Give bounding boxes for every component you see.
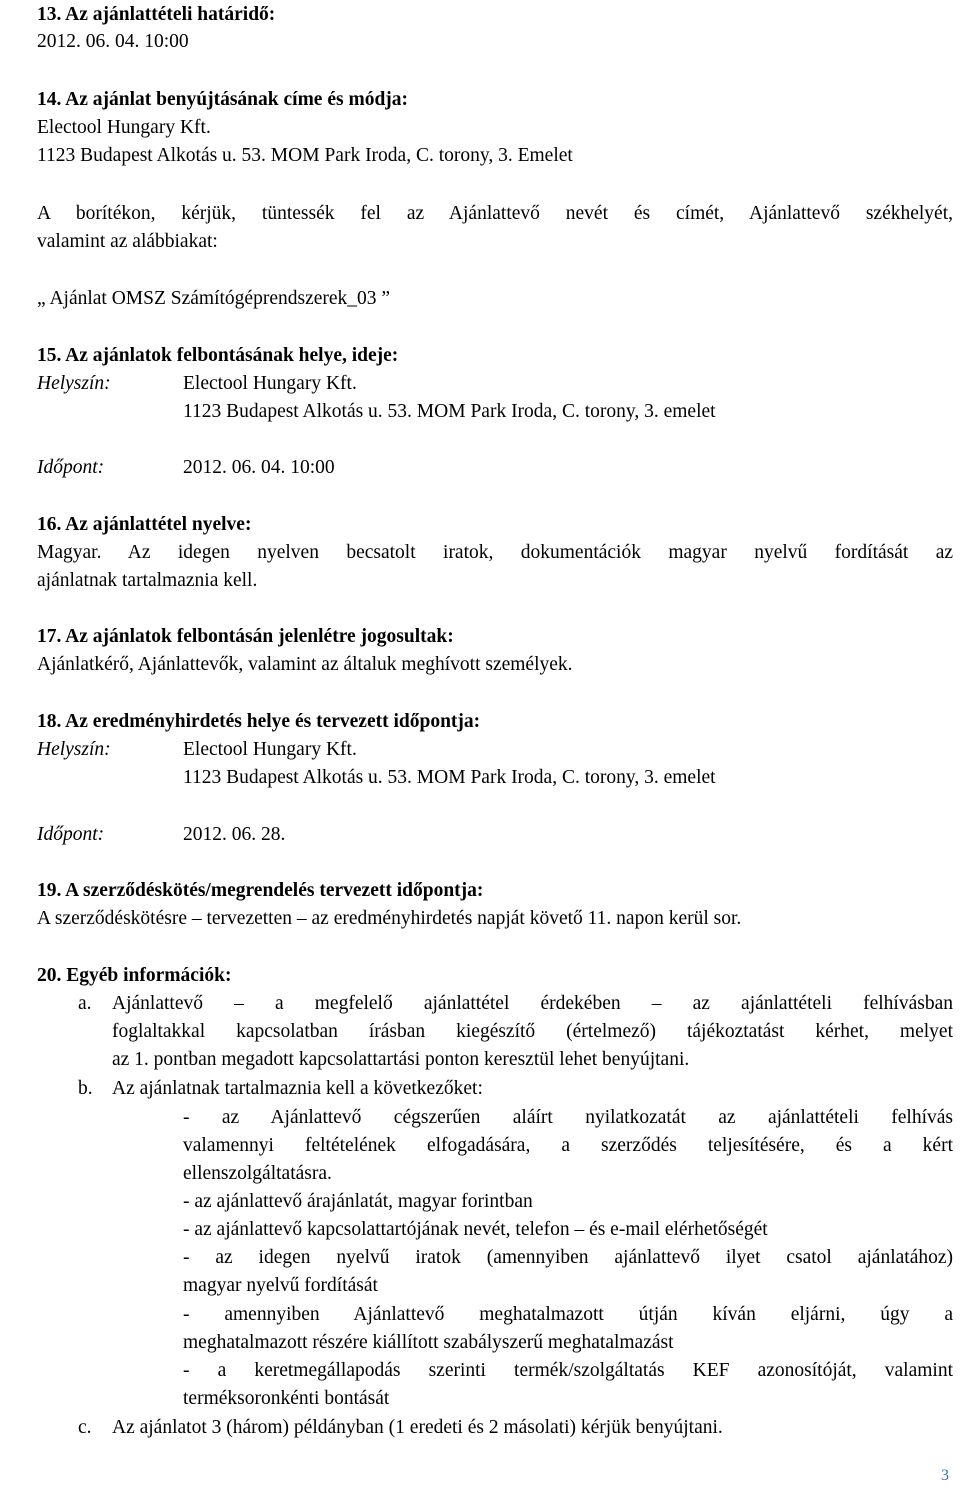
section-14-address: 1123 Budapest Alkotás u. 53. MOM Park Iroda, C. torony, 3. Emelet	[37, 145, 573, 166]
section-14-company: Electool Hungary Kft.	[37, 117, 211, 138]
section-20-heading: 20. Egyéb információk:	[37, 965, 232, 986]
item-b1-text: - az Ajánlattevő cégszerűen aláírt nyilatkozatát az ajánlattételi felhívás	[183, 1107, 953, 1128]
section-14-heading: 14. Az ajánlat benyújtásának címe és módja:	[37, 89, 409, 110]
section-18-time-label: Időpont:	[37, 824, 105, 845]
section-15-address: 1123 Budapest Alkotás u. 53. MOM Park Iroda, C. torony, 3. emelet	[183, 401, 716, 422]
section-17-text: Ajánlatkérő, Ajánlattevők, valamint az általuk meghívott személyek.	[37, 654, 573, 675]
section-13-deadline: 2012. 06. 04. 10:00	[37, 31, 189, 52]
section-14-envelope-text-2: valamint az alábbiakat:	[37, 231, 218, 252]
item-b6-text-2: terméksoronkénti bontását	[183, 1388, 390, 1409]
section-18-address: 1123 Budapest Alkotás u. 53. MOM Park Iroda, C. torony, 3. emelet	[183, 767, 716, 788]
section-15-place-label: Helyszín:	[37, 373, 111, 394]
item-a-text-3: az 1. pontban megadott kapcsolattartási ponton keresztül lehet benyújtani.	[112, 1049, 690, 1070]
section-18-heading: 18. Az eredményhirdetés helye és tervezett időpontja:	[37, 711, 481, 732]
section-15-time: 2012. 06. 04. 10:00	[183, 457, 335, 478]
section-18-company: Electool Hungary Kft.	[183, 739, 357, 760]
item-a-text: Ajánlattevő – a megfelelő ajánlattétel érdekében – az ajánlattételi felhívásban	[112, 993, 953, 1014]
section-13-heading: 13. Az ajánlattételi határidő:	[37, 4, 276, 25]
item-b6-text: - a keretmegállapodás szerinti termék/szolgáltatás KEF azonosítóját, valamint	[183, 1360, 953, 1381]
item-b-marker: b.	[78, 1078, 93, 1099]
item-b4-text: - az idegen nyelvű iratok (amennyiben ajánlattevő ilyet csatol ajánlatához)	[183, 1247, 953, 1268]
item-b5-text-2: meghatalmazott részére kiállított szabályszerű meghatalmazást	[183, 1332, 674, 1353]
section-16-text-2: ajánlatnak tartalmaznia kell.	[37, 570, 258, 591]
item-a-text-2: foglaltakkal kapcsolatban írásban kiegészítő (értelmező) tájékoztatást kérhet, melyet	[112, 1021, 953, 1042]
section-15-heading: 15. Az ajánlatok felbontásának helye, ideje:	[37, 345, 399, 366]
section-16-heading: 16. Az ajánlattétel nyelve:	[37, 514, 252, 535]
section-14-envelope-label: „ Ajánlat OMSZ Számítógéprendszerek_03 ”	[37, 288, 391, 309]
item-c-marker: c.	[78, 1417, 92, 1438]
page-number: 3	[941, 1467, 949, 1484]
section-18-time: 2012. 06. 28.	[183, 824, 286, 845]
item-b1-text-3: ellenszolgáltatásra.	[183, 1163, 332, 1184]
section-18-place-label: Helyszín:	[37, 739, 111, 760]
item-b3-text: - az ajánlattevő kapcsolattartójának nevét, telefon – és e-mail elérhetőségét	[183, 1219, 768, 1240]
item-b4-text-2: magyar nyelvű fordítását	[183, 1275, 378, 1296]
section-14-envelope-text: A borítékon, kérjük, tüntessék fel az Ajánlattevő nevét és címét, Ajánlattevő székhelyét,	[37, 203, 953, 224]
item-b1-text-2: valamennyi feltételének elfogadására, a szerződés teljesítésére, és a kért	[183, 1135, 953, 1156]
item-b5-text: - amennyiben Ajánlattevő meghatalmazott útján kíván eljárni, úgy a	[183, 1304, 953, 1325]
item-b2-text: - az ajánlattevő árajánlatát, magyar forintban	[183, 1191, 533, 1212]
section-19-text: A szerződéskötésre – tervezetten – az eredményhirdetés napját követő 11. napon kerül sor.	[37, 908, 742, 929]
section-19-heading: 19. A szerződéskötés/megrendelés tervezett időpontja:	[37, 880, 484, 901]
section-17-heading: 17. Az ajánlatok felbontásán jelenlétre jogosultak:	[37, 626, 454, 647]
item-c-text: Az ajánlatot 3 (három) példányban (1 eredeti és 2 másolati) kérjük benyújtani.	[112, 1417, 723, 1438]
section-16-text: Magyar. Az idegen nyelven becsatolt iratok, dokumentációk magyar nyelvű fordítását az	[37, 542, 953, 563]
section-15-company: Electool Hungary Kft.	[183, 373, 357, 394]
item-b-intro: Az ajánlatnak tartalmaznia kell a következőket:	[112, 1078, 483, 1099]
item-a-marker: a.	[78, 993, 92, 1014]
section-15-time-label: Időpont:	[37, 457, 105, 478]
